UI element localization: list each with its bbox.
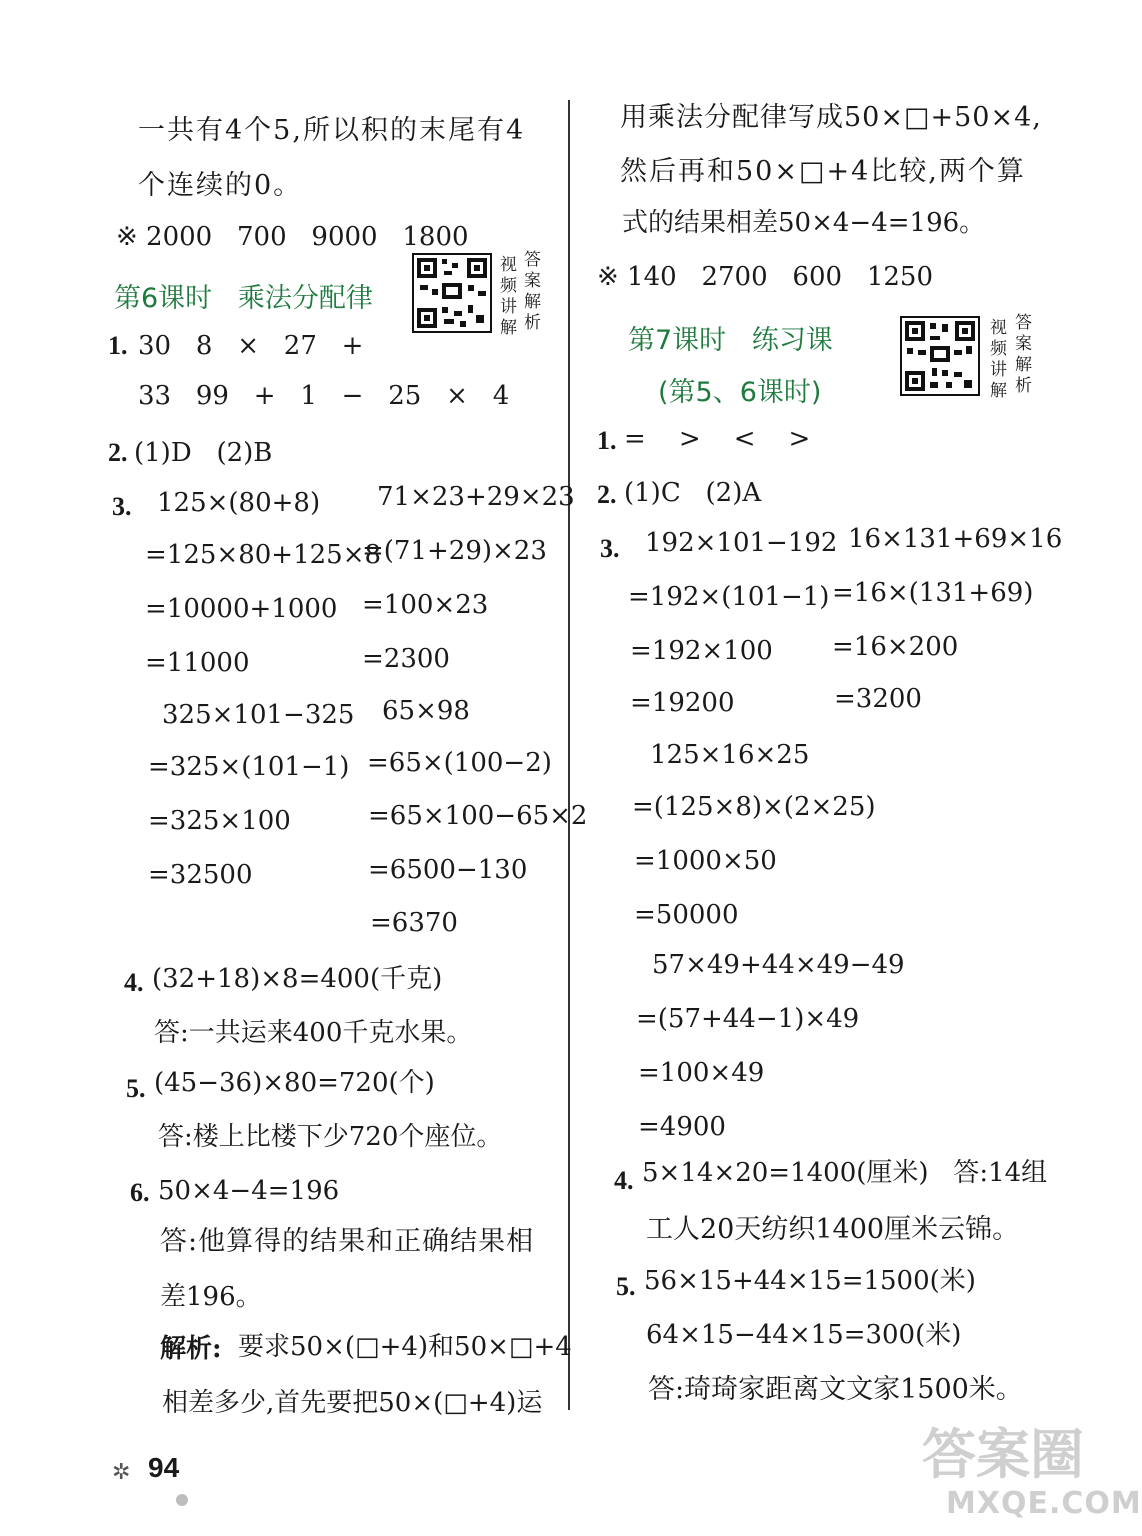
- left-extra-answers: ※ 2000 700 9000 1800: [116, 222, 469, 252]
- right-q3-calc-2-line-1: 16×131+69×16: [848, 524, 1063, 554]
- left-analysis-line-2: 相差多少,首先要把50×(□+4)运: [162, 1388, 543, 1418]
- right-q2-number: 2.: [597, 480, 617, 509]
- qr-label-video: 视频讲解: [500, 255, 517, 338]
- left-q3-calc-4-line-5: =6370: [370, 908, 458, 938]
- watermark-logo: 答案圈: [922, 1423, 1084, 1486]
- left-q3-calc-4-line-2: =65×(100−2): [367, 748, 552, 778]
- left-q3-calc-1-line-2: =125×80+125×8: [145, 540, 382, 570]
- left-q5-number: 5.: [126, 1074, 146, 1103]
- column-divider: [568, 100, 570, 1410]
- qr-code-icon[interactable]: [412, 253, 492, 333]
- right-q5-answer: 答:琦琦家距离文文家1500米。: [648, 1374, 1023, 1405]
- left-q3-calc-2-line-1: 71×23+29×23: [377, 482, 575, 512]
- left-q3-calc-4-line-1: 65×98: [382, 696, 470, 726]
- right-q1-number: 1.: [597, 426, 617, 455]
- right-q1-answer: = > < >: [624, 424, 811, 454]
- right-q3-calc-4-line-2: =(57+44−1)×49: [636, 1004, 860, 1034]
- qr-label-video: 视频讲解: [990, 318, 1007, 401]
- right-q4-answer: 工人20天纺织1400厘米云锦。: [646, 1214, 1020, 1245]
- lesson-6-title: 第6课时 乘法分配律: [114, 283, 373, 314]
- right-q5-equation-1: 56×15+44×15=1500(米): [644, 1266, 976, 1296]
- left-q3-calc-1-line-1: 125×(80+8): [157, 488, 321, 518]
- left-q3-calc-4-line-3: =65×100−65×2: [368, 801, 588, 831]
- left-q1-number: 1.: [108, 331, 128, 360]
- right-q3-calc-3-line-2: =(125×8)×(2×25): [632, 792, 876, 822]
- right-q3-calc-2-line-4: =3200: [834, 684, 922, 714]
- left-q6-number: 6.: [130, 1178, 150, 1207]
- left-q4-equation: (32+18)×8=400(千克): [152, 964, 443, 994]
- left-line-2: 个连续的0。: [138, 170, 303, 201]
- left-q1-row-a: 30 8 × 27 +: [138, 331, 364, 361]
- left-q3-calc-1-line-3: =10000+1000: [145, 594, 338, 624]
- left-q3-calc-1-line-4: =11000: [145, 648, 250, 678]
- right-line-3: 式的结果相差50×4−4=196。: [622, 208, 986, 238]
- right-q4-equation: 5×14×20=1400(厘米) 答:14组: [642, 1158, 1048, 1188]
- right-q3-calc-4-line-4: =4900: [638, 1112, 726, 1142]
- left-q1-row-b: 33 99 + 1 − 25 × 4: [138, 381, 510, 411]
- qr-label-answer: 答案解析: [524, 250, 541, 333]
- left-line-1: 一共有4个5,所以积的末尾有4: [138, 115, 526, 146]
- star-icon: ✲: [112, 1460, 131, 1485]
- left-analysis-line-1: 要求50×(□+4)和50×□+4: [238, 1332, 572, 1362]
- lesson-7-title: 第7课时 练习课: [628, 325, 833, 356]
- left-q3-calc-2-line-4: =2300: [362, 644, 450, 674]
- left-q6-equation: 50×4−4=196: [158, 1176, 340, 1206]
- right-q3-calc-1-line-4: =19200: [630, 688, 735, 718]
- lesson-7-subtitle: (第5、6课时): [658, 377, 822, 408]
- right-q3-calc-1-line-1: 192×101−192: [645, 528, 838, 558]
- right-q2-answer: (1)C (2)A: [624, 478, 762, 508]
- left-q4-answer: 答:一共运来400千克水果。: [154, 1018, 473, 1048]
- right-q5-number: 5.: [616, 1272, 636, 1301]
- left-q3-number: 3.: [112, 492, 132, 521]
- page-number: 94: [148, 1452, 180, 1483]
- right-q3-calc-3-line-1: 125×16×25: [650, 740, 810, 770]
- qr-label-answer: 答案解析: [1015, 313, 1032, 396]
- right-line-1: 用乘法分配律写成50×□+50×4,: [620, 102, 1042, 133]
- left-q2-number: 2.: [108, 438, 128, 467]
- left-q2-answer: (1)D (2)B: [134, 438, 273, 468]
- left-q3-calc-2-line-3: =100×23: [362, 590, 489, 620]
- right-q3-calc-1-line-3: =192×100: [630, 636, 773, 666]
- left-q4-number: 4.: [124, 968, 144, 997]
- dot-icon: [176, 1494, 188, 1506]
- right-q3-number: 3.: [600, 534, 620, 563]
- left-q5-answer: 答:楼上比楼下少720个座位。: [158, 1122, 503, 1152]
- right-q5-equation-2: 64×15−44×15=300(米): [646, 1320, 962, 1350]
- left-q3-calc-3-line-4: =32500: [148, 860, 253, 890]
- left-q5-equation: (45−36)×80=720(个): [154, 1068, 435, 1098]
- right-extra-answers: ※ 140 2700 600 1250: [597, 262, 934, 292]
- left-q6-answer-1: 答:他算得的结果和正确结果相: [160, 1226, 535, 1257]
- right-q3-calc-2-line-2: =16×(131+69): [832, 578, 1034, 608]
- right-q3-calc-2-line-3: =16×200: [832, 632, 959, 662]
- right-q3-calc-4-line-3: =100×49: [638, 1058, 765, 1088]
- right-q3-calc-4-line-1: 57×49+44×49−49: [652, 950, 905, 980]
- left-q3-calc-4-line-4: =6500−130: [368, 855, 528, 885]
- left-q3-calc-3-line-1: 325×101−325: [162, 700, 355, 730]
- right-q3-calc-3-line-3: =1000×50: [634, 846, 777, 876]
- right-line-2: 然后再和50×□+4比较,两个算: [620, 156, 1026, 187]
- right-q3-calc-3-line-4: =50000: [634, 900, 739, 930]
- left-q3-calc-3-line-2: =325×(101−1): [148, 752, 350, 782]
- left-analysis-label: 解析:: [160, 1334, 222, 1364]
- left-q6-answer-2: 差196。: [160, 1282, 262, 1312]
- right-q3-calc-1-line-2: =192×(101−1): [628, 582, 830, 612]
- right-q4-number: 4.: [614, 1166, 634, 1195]
- left-q3-calc-3-line-3: =325×100: [148, 806, 291, 836]
- left-q3-calc-2-line-2: =(71+29)×23: [362, 536, 547, 566]
- watermark-site: MXQE.COM: [946, 1486, 1142, 1521]
- qr-code-icon[interactable]: [900, 316, 980, 396]
